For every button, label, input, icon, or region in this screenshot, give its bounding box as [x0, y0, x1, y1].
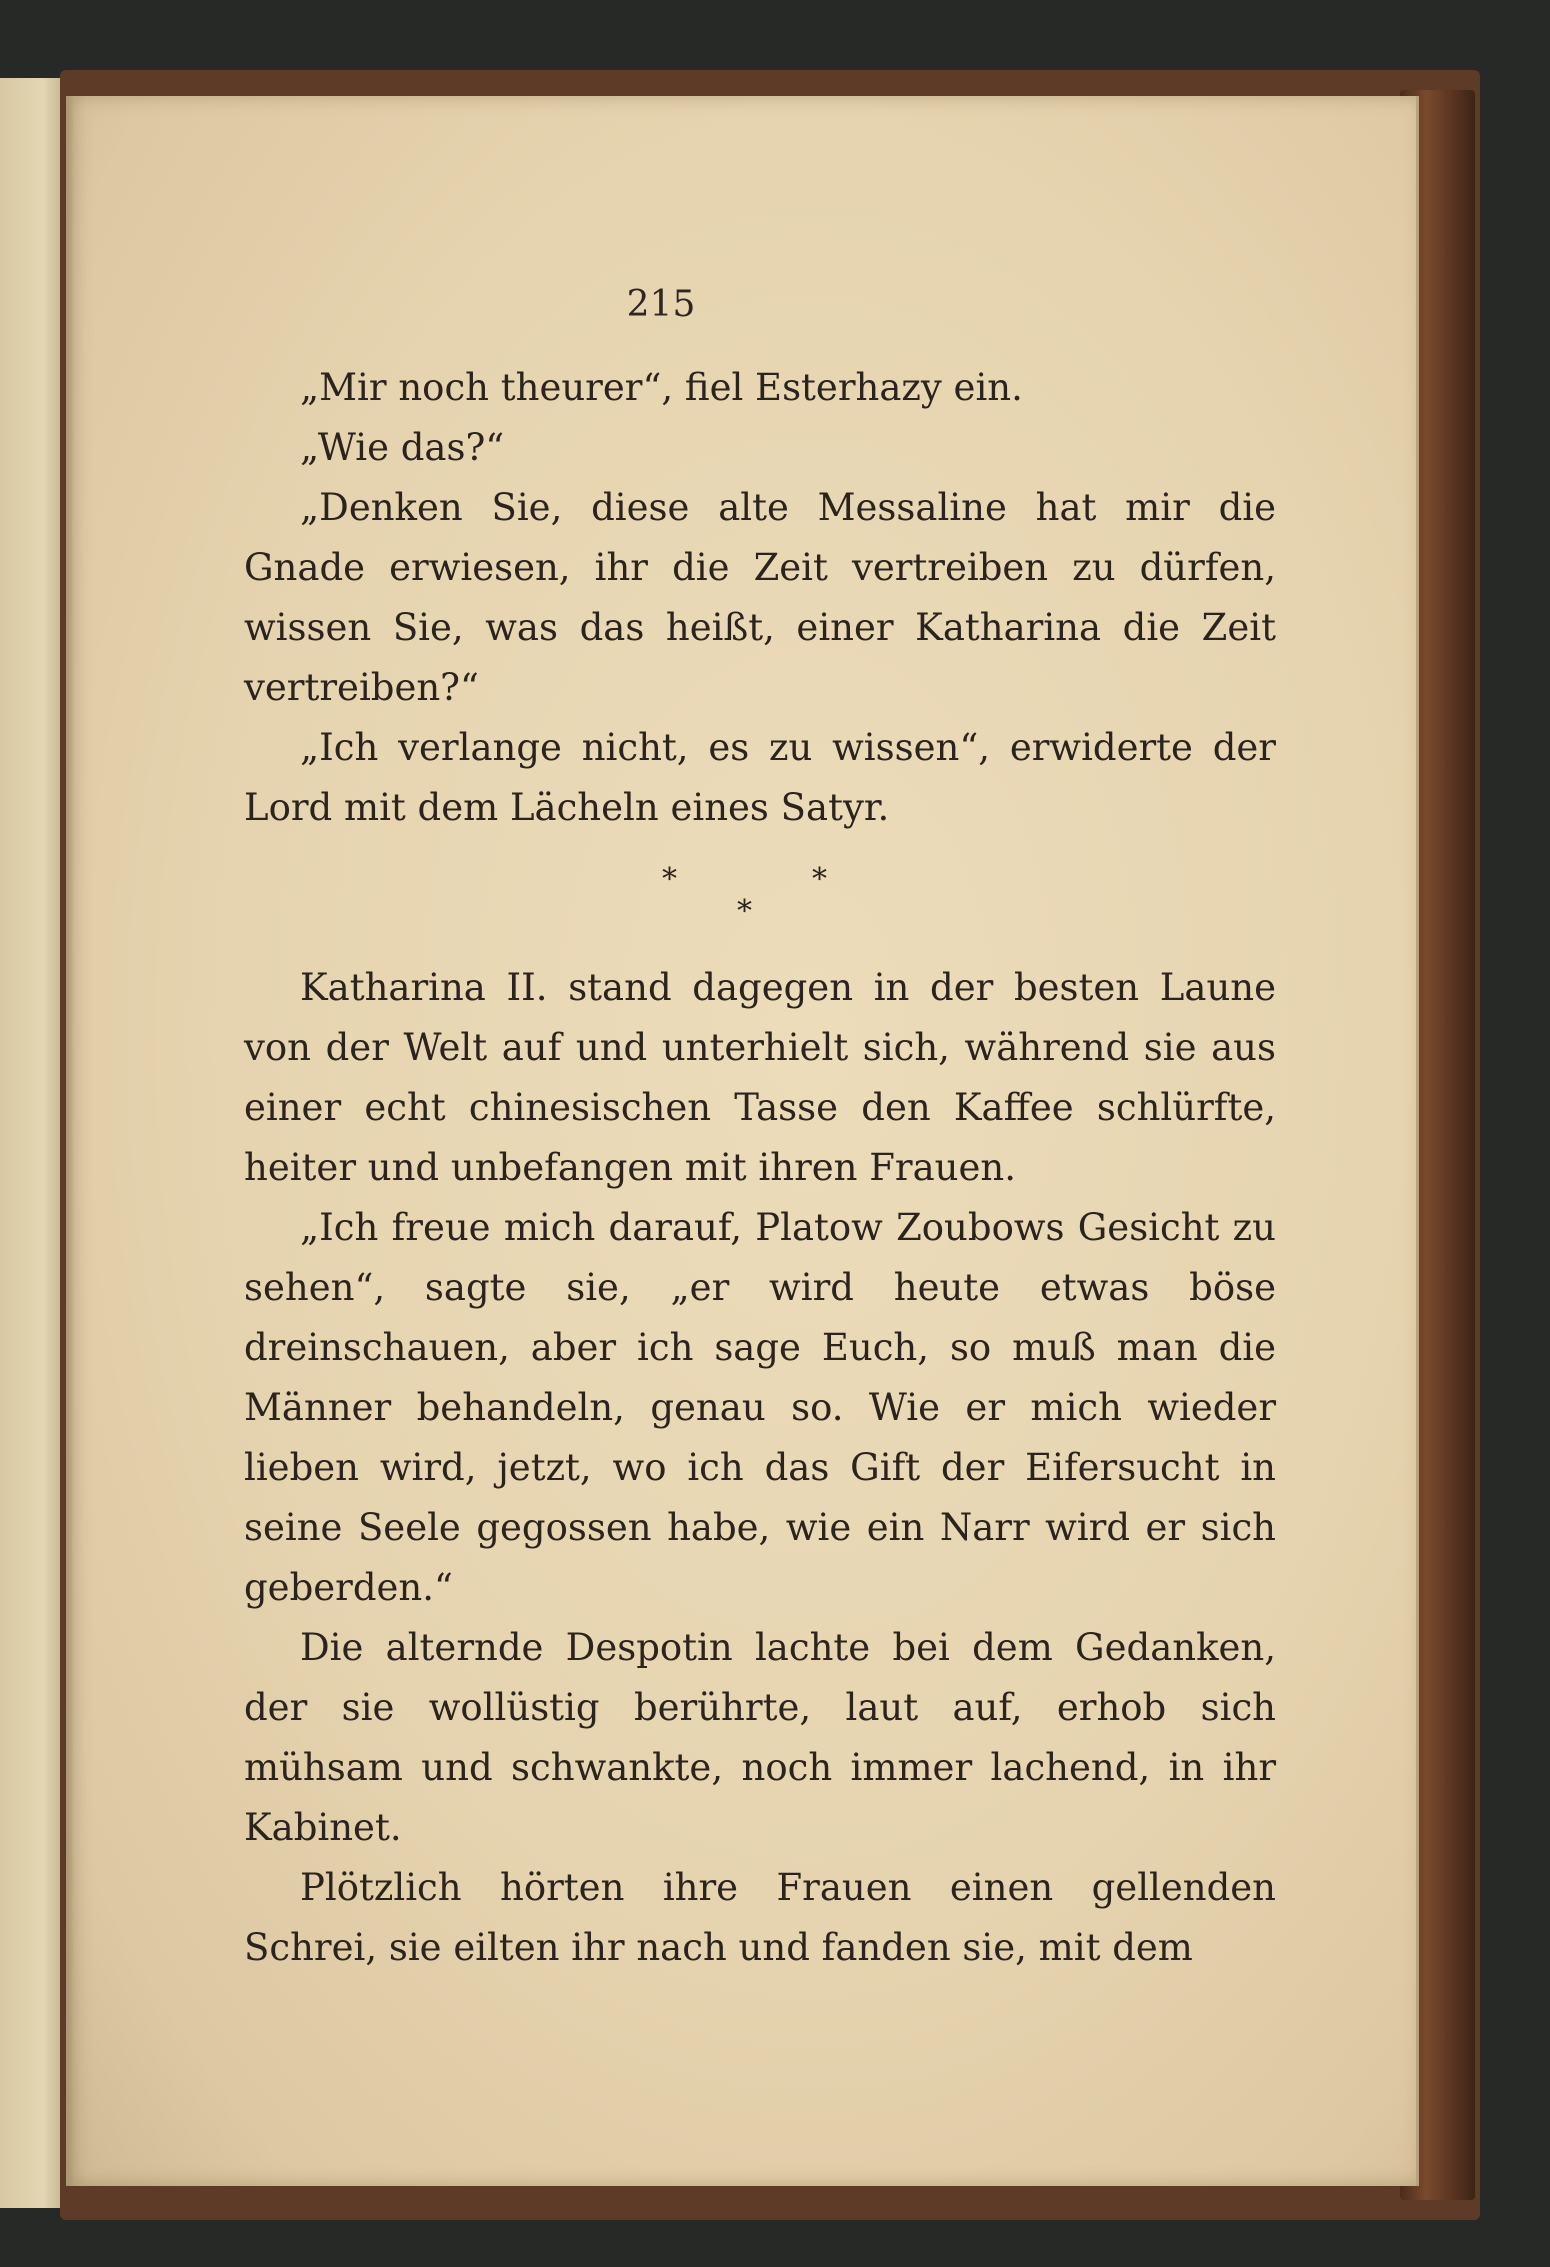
asterisk: *	[737, 894, 752, 929]
book-page	[66, 96, 1419, 2186]
paragraph: Plötzlich hörten ihre Frauen einen gellenden Schrei, sie eilten ihr nach und fanden sie, mit dem	[244, 1866, 1276, 1969]
page-gutter-shadow	[66, 96, 74, 2186]
asterisk: *	[662, 862, 677, 897]
paragraph: „Ich freue mich darauf, Platow Zoubows Gesicht zu sehen“, sagte sie, „er wird heute etwas böse dreinschauen, aber ich sage Euch, so muß man die Männer behandeln, genau so. Wie er mich wieder lieben wird, jetzt, wo ich das Gift der Eifersucht in seine Seele gegossen habe, wie ein Narr wird er sich geberden.“	[244, 1206, 1276, 1609]
page-number: 215	[626, 284, 696, 325]
paragraph: „Denken Sie, diese alte Messaline hat mir die Gnade erwiesen, ihr die Zeit vertreiben zu dürfen, wissen Sie, was das heißt, einer Katharina die Zeit vertreiben?“	[244, 486, 1276, 709]
paragraph: „Wie das?“	[300, 426, 505, 469]
section-break	[244, 838, 1276, 958]
paragraph: „Mir noch theurer“, fiel Esterhazy ein.	[300, 366, 1023, 409]
paragraph: Die alternde Despotin lachte bei dem Gedanken, der sie wollüstig berührte, laut auf, erhob sich mühsam und schwankte, noch immer lachend, in ihr Kabinet.	[244, 1626, 1276, 1849]
paragraph: „Ich verlange nicht, es zu wissen“, erwiderte der Lord mit dem Lächeln eines Satyr.	[244, 726, 1276, 829]
page-text	[244, 358, 1276, 1978]
paragraph: Katharina II. stand dagegen in der besten Laune von der Welt auf und unterhielt sich, während sie aus einer echt chinesischen Tasse den Kaffee schlürfte, heiter und unbefangen mit ihren Frauen.	[244, 966, 1276, 1189]
asterisk: *	[812, 862, 827, 897]
